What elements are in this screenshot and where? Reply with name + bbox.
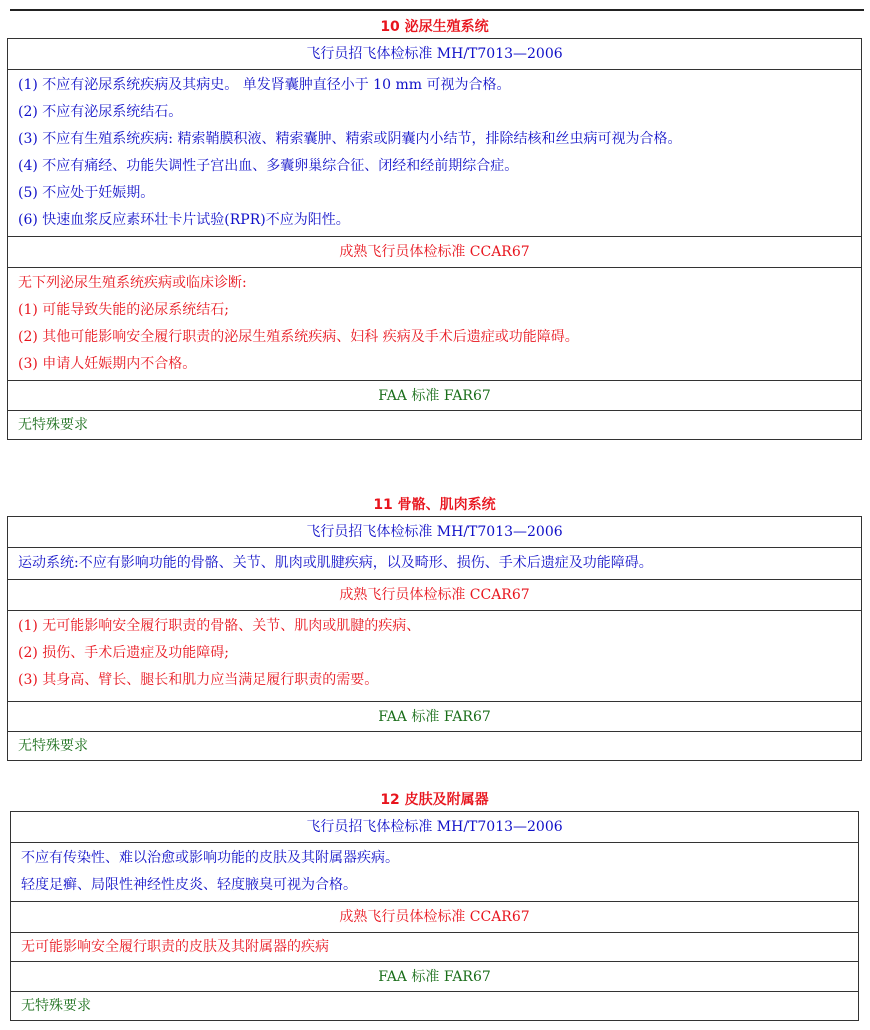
mh-item: 轻度足癣、局限性神经性皮炎、轻度腋臭可视为合格。 (21, 876, 357, 893)
mh-item: (2) 不应有泌尿系统结石。 (18, 103, 183, 120)
mh-item: (6) 快速血浆反应素环壮卡片试验(RPR)不应为阳性。 (18, 211, 350, 228)
mh-item: (4) 不应有痛经、功能失调性子宫出血、多囊卵巢综合征、闭经和经前期综合症。 (18, 157, 519, 174)
mh-item: (1) 不应有泌尿系统疾病及其病史。 单发肾囊肿直径小于 10 mm 可视为合格。 (18, 76, 511, 93)
ccar-item: (1) 可能导致失能的泌尿系统结石; (18, 301, 229, 318)
mh-item: 运动系统:不应有影响功能的骨骼、关节、肌肉或肌腱疾病，以及畸形、损伤、手术后遗症及功能障碍。 (18, 554, 653, 571)
section-10 (7, 16, 862, 440)
section-12 (10, 789, 859, 1021)
faa-standard-header: FAA 标准 FAR67 (8, 701, 862, 732)
ccar-standard-header: 成熟飞行员体检标准 CCAR67 (8, 579, 862, 610)
section-11 (7, 494, 862, 761)
top-rule (10, 9, 864, 11)
section-title: 10 泌尿生殖系统 (380, 19, 489, 35)
faa-standard-content: 无特殊要求 (11, 992, 859, 1021)
mh-item: (5) 不应处于妊娠期。 (18, 184, 155, 201)
ccar-standard-content: 无可能影响安全履行职责的皮肤及其附属器的疾病 (11, 932, 859, 961)
mh-standard-content (11, 842, 859, 901)
ccar-standard-header: 成熟飞行员体检标准 CCAR67 (8, 236, 862, 267)
mh-standard-header: 飞行员招飞体检标准 MH/T7013—2006 (11, 812, 859, 843)
ccar-item: 无下列泌尿生殖系统疾病或临床诊断: (18, 274, 247, 291)
ccar-standard-content (8, 610, 862, 701)
ccar-standard-header: 成熟飞行员体检标准 CCAR67 (11, 901, 859, 932)
faa-standard-content: 无特殊要求 (8, 732, 862, 761)
section-title: 11 骨骼、肌肉系统 (373, 497, 496, 513)
ccar-item: (3) 其身高、臂长、腿长和肌力应当满足履行职责的需要。 (18, 671, 379, 688)
ccar-item: (1) 无可能影响安全履行职责的骨骼、关节、肌肉或肌腱的疾病、 (18, 617, 421, 634)
standards-table (7, 516, 862, 761)
mh-standard-header: 飞行员招飞体检标准 MH/T7013—2006 (8, 517, 862, 548)
section-title: 12 皮肤及附属器 (380, 792, 489, 808)
ccar-standard-content (8, 267, 862, 380)
mh-standard-content (8, 547, 862, 579)
standards-table (7, 38, 862, 440)
mh-item: 不应有传染性、难以治愈或影响功能的皮肤及其附属器疾病。 (21, 849, 399, 866)
mh-item: (3) 不应有生殖系统疾病: 精索鞘膜积液、精索囊肿、精索或阴囊内小结节，排除结核和丝虫病可视为合格。 (18, 130, 682, 147)
ccar-item: (2) 其他可能影响安全履行职责的泌尿生殖系统疾病、妇科 疾病及手术后遗症或功能障碍。 (18, 328, 579, 345)
faa-standard-content: 无特殊要求 (8, 411, 862, 440)
mh-standard-header: 飞行员招飞体检标准 MH/T7013—2006 (8, 39, 862, 70)
faa-standard-header: FAA 标准 FAR67 (11, 961, 859, 992)
ccar-item: (3) 申请人妊娠期内不合格。 (18, 355, 197, 372)
ccar-item: (2) 损伤、手术后遗症及功能障碍; (18, 644, 229, 661)
faa-standard-header: FAA 标准 FAR67 (8, 380, 862, 411)
standards-table (10, 811, 859, 1021)
mh-standard-content (8, 69, 862, 236)
